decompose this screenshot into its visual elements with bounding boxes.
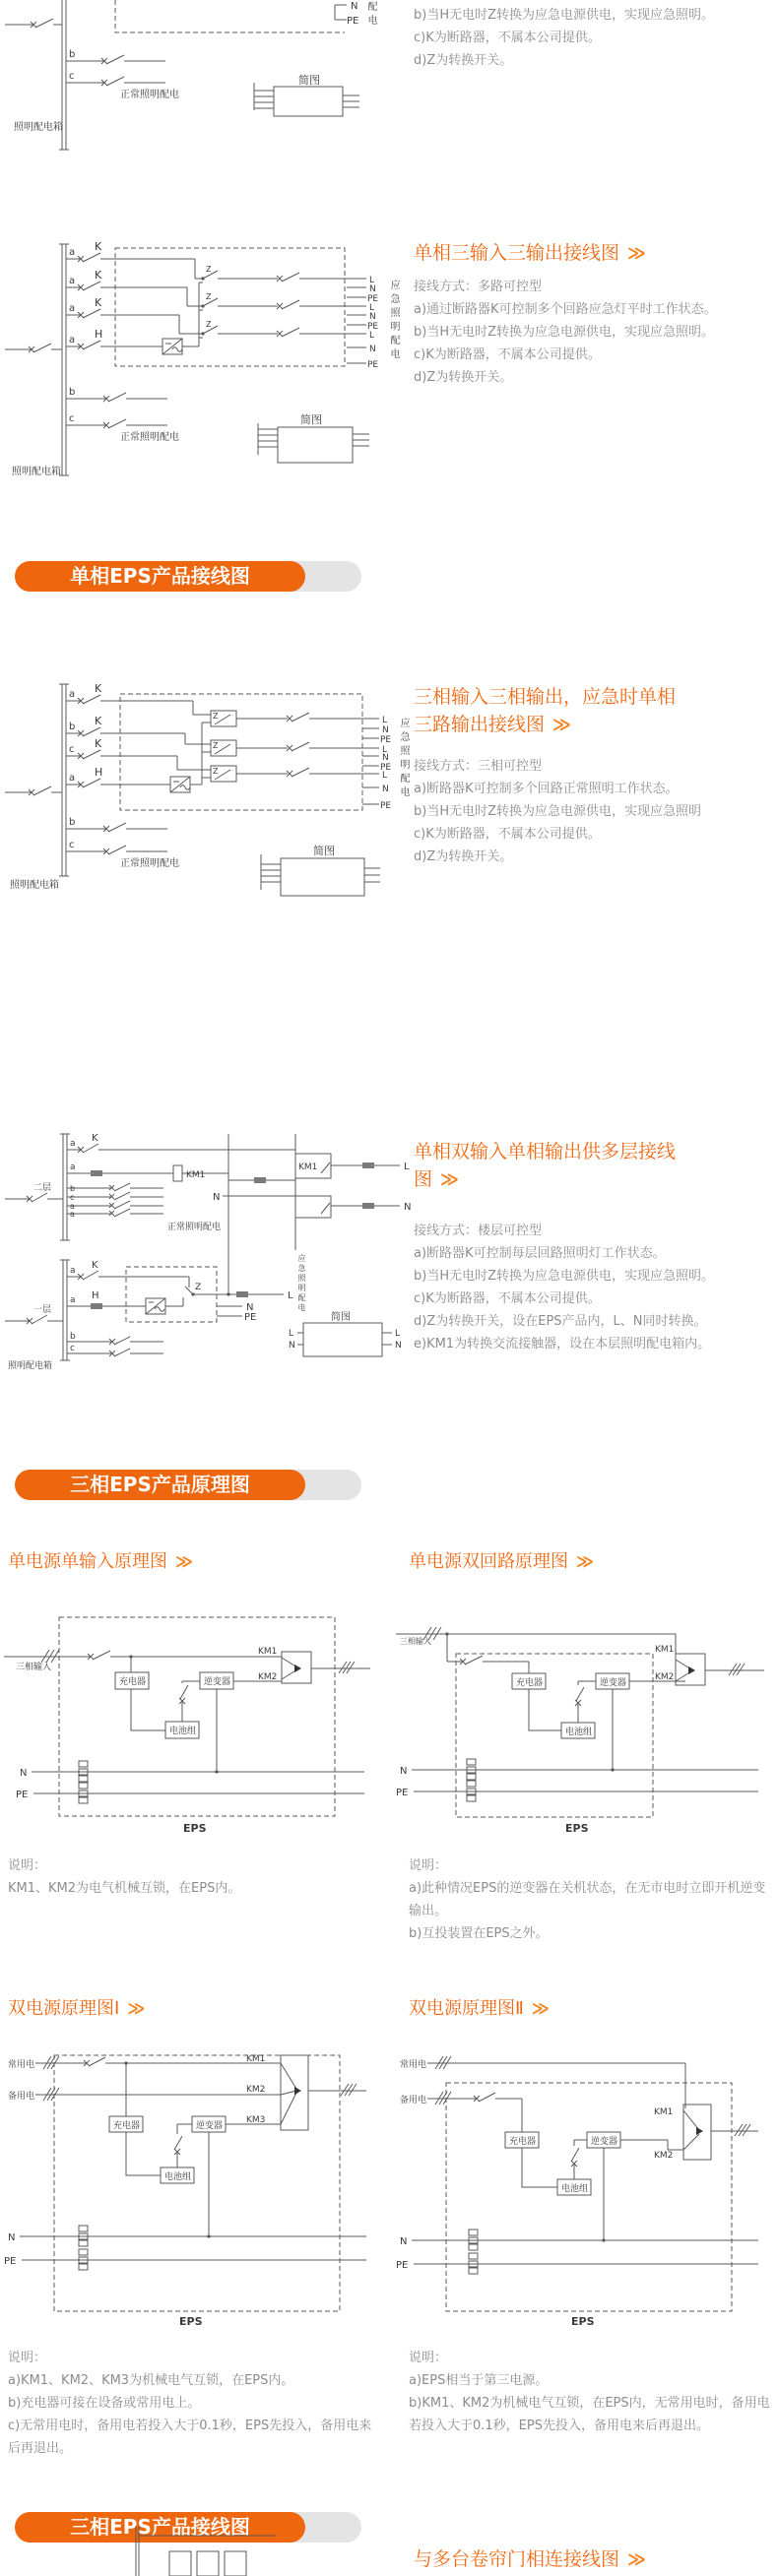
output-breakers — [277, 273, 347, 337]
backup-power-label: 备用电 — [400, 2096, 427, 2105]
transfer-label: Z — [206, 292, 212, 301]
section-multifloor — [414, 1138, 773, 1355]
breaker-label: K — [92, 1260, 98, 1271]
floor1-label: 一层 — [33, 1305, 52, 1315]
bus-bar — [59, 244, 69, 475]
tap-label: a — [70, 1266, 76, 1276]
section-3in3out — [414, 239, 773, 389]
pe-line — [414, 2253, 758, 2274]
lighting-box-label: 照明配电箱 — [12, 467, 61, 477]
tap-a1 — [66, 253, 203, 279]
principle-title[interactable]: 双电源原理图Ⅱ ≫ — [409, 1998, 550, 2019]
output-label: L — [288, 1290, 293, 1301]
breaker-label: H — [92, 1290, 99, 1301]
charger-to-battery — [126, 2132, 161, 2175]
bus-bar-floor1 — [60, 1260, 70, 1360]
chevron-right-icon: ≫ — [627, 243, 646, 264]
chevron-right-icon: ≫ — [552, 715, 571, 735]
tap-label: c — [69, 71, 75, 82]
output-label: PE — [244, 1312, 257, 1323]
output-label: N — [246, 1302, 254, 1313]
tap-label: c — [70, 1344, 75, 1353]
note-line: a)此种情况EPS的逆变器在关机状态，在无市电时立即开机逆变输出。 — [409, 1881, 766, 1918]
output-label: N — [369, 345, 376, 354]
section-title[interactable]: 单相双输入单相输出供多层接线 图 ≫ — [414, 1141, 677, 1190]
chevron-right-icon: ≫ — [576, 1552, 594, 1572]
tap-label: b — [69, 817, 76, 828]
tap-label: b — [69, 49, 76, 60]
tap-label: a — [69, 247, 76, 258]
inverter-out — [620, 2140, 683, 2150]
note-line: a)断路器K可控制多个回路正常照明工作状态。 — [414, 782, 679, 796]
tap-label: a — [70, 1139, 76, 1149]
charger-label: 充电器 — [113, 2121, 141, 2131]
output-label: PE — [367, 360, 379, 370]
output-breakers — [236, 713, 362, 777]
tap-label: a — [69, 773, 76, 784]
output-label: PE — [367, 322, 379, 332]
contactor-label: KM1 — [654, 2107, 674, 2117]
brief-io-label: L — [289, 1329, 294, 1339]
section-title[interactable]: 三相输入三相输出，应急时单相 三路输出接线图 ≫ — [414, 686, 677, 735]
note-line: d)Z为转换开关，设在EPS产品内，L、N同时转换。 — [414, 1314, 707, 1329]
output-label: PE — [367, 294, 379, 304]
output-label: N — [369, 312, 376, 322]
contactor-label: KM1 — [655, 1645, 675, 1655]
wiring-mode: 接线方式：楼层可控型 — [414, 1224, 543, 1238]
pe-label: PE — [4, 2256, 17, 2267]
transfer-label: Z — [213, 741, 219, 750]
breaker-label: K — [95, 240, 102, 253]
note-line: a)断路器K可控制每层回路照明灯工作状态。 — [414, 1246, 666, 1261]
note-line: d)Z为转换开关。 — [414, 53, 513, 68]
output-stubs — [347, 279, 366, 363]
inverter-label: 逆变器 — [204, 1677, 231, 1687]
brief-diagram-box — [297, 1323, 392, 1356]
branch-b — [66, 55, 165, 64]
branch-b — [66, 823, 167, 832]
note-line: b)当H无电时Z转换为应急电源供电，实现应急照明 — [414, 804, 702, 819]
principle-title[interactable]: 双电源原理图Ⅰ ≫ — [8, 1998, 146, 2019]
top-notes — [414, 0, 778, 72]
note-title: 说明： — [8, 1858, 47, 1873]
incoming-feeder — [5, 1315, 63, 1324]
neutral-line — [32, 1689, 364, 1782]
inverter-symbol — [146, 1297, 183, 1314]
battery-label: 电池组 — [561, 2184, 589, 2194]
note-line: c)K为断路器，不属本公司提供。 — [414, 827, 601, 842]
brief-io-label: N — [289, 1341, 295, 1351]
bus-bar — [59, 684, 69, 876]
contactor-label: KM2 — [258, 1672, 278, 1682]
tap-label: a — [70, 1162, 76, 1172]
diagram-dual-power-1 — [0, 2047, 384, 2328]
diagram-three-phase-in-out — [0, 679, 433, 911]
branch-c — [67, 1349, 163, 1356]
transfer-box — [282, 1652, 370, 1683]
transfer-box — [683, 2105, 758, 2160]
normal-lighting-label: 正常照明配电 — [120, 90, 179, 100]
eps-label: EPS — [571, 2315, 595, 2328]
breaker-label: K — [95, 715, 102, 727]
battery-label: 电池组 — [565, 1728, 593, 1737]
tap-label: c — [69, 840, 75, 850]
note-line: d)Z为转换开关。 — [414, 849, 513, 864]
tap-label: b — [69, 722, 76, 732]
diagram-principle-single-input — [0, 1587, 384, 1835]
neutral-line — [412, 2148, 758, 2250]
inverter-label: 逆变器 — [591, 2137, 618, 2147]
branch-b — [67, 1337, 163, 1345]
transfer-label: Z — [195, 1283, 202, 1292]
lighting-branches — [67, 1183, 163, 1217]
note-line: b)互投装置在EPS之外。 — [409, 1926, 549, 1941]
dist-vertical-label: 配电 — [365, 1, 376, 29]
tap-a3 — [66, 309, 203, 334]
lighting-box-label: 照明配电箱 — [14, 122, 63, 133]
note-title: 说明： — [409, 1858, 448, 1873]
transfer-label: Z — [206, 265, 212, 274]
tap-label: a — [70, 1295, 76, 1305]
chevron-right-icon: ≫ — [627, 2549, 646, 2570]
note-line: c)K为断路器，不属本公司提供。 — [414, 31, 601, 45]
neutral-line — [20, 2132, 366, 2246]
note-line: b)当H无电时Z转换为应急电源供电，实现应急照明。 — [414, 325, 715, 340]
brief-io-label: N — [395, 1341, 402, 1351]
battery-switch — [571, 2140, 587, 2179]
backup-power-label: 备用电 — [8, 2092, 35, 2102]
np-stubs — [217, 1306, 242, 1316]
tap-label: a — [69, 335, 76, 346]
wiring-mode: 接线方式：多路可控型 — [414, 280, 543, 294]
tap-label: c — [69, 744, 75, 755]
charger-label: 充电器 — [119, 1677, 147, 1687]
lighting-box-label: 照明配电箱 — [8, 1361, 53, 1371]
normal-power-line — [35, 2056, 281, 2116]
backup-power-line — [35, 2088, 281, 2101]
note-line: KM1、KM2为电气机械互锁，在EPS内。 — [8, 1881, 241, 1896]
tap-label: a — [69, 276, 76, 286]
breaker-label: H — [95, 328, 103, 341]
note-line: a)通过断路器K可控制多个回路应急灯平时工作状态。 — [414, 302, 717, 317]
output-label: L — [382, 771, 388, 781]
tap-a — [66, 695, 211, 715]
output-label: PE — [380, 735, 392, 745]
output-label: N — [351, 1, 358, 12]
diagram-principle-dual-circuit — [392, 1587, 776, 1835]
neutral-label: N — [400, 2236, 408, 2247]
charger-to-battery — [522, 2148, 557, 2187]
tap-a2 — [67, 1303, 146, 1309]
inverter-label: 逆变器 — [196, 2121, 224, 2131]
normal-power-label: 常用电 — [400, 2060, 427, 2070]
diagram-dual-power-2 — [392, 2047, 776, 2328]
principle-title[interactable]: 单电源双回路原理图 ≫ — [409, 1551, 594, 1572]
branch-c — [66, 846, 167, 854]
principle-notes — [409, 1854, 773, 1945]
wiring-mode: 接线方式：三相可控型 — [414, 759, 543, 774]
contactor-label: KM1 — [298, 1162, 318, 1172]
brief-diagram-box — [254, 83, 359, 116]
charger-label: 充电器 — [516, 1678, 544, 1688]
contactor-label: KM2 — [246, 2085, 266, 2095]
contactor-label: KM1 — [186, 1170, 206, 1180]
transfer-label: Z — [213, 712, 219, 721]
eps-label: EPS — [565, 1822, 589, 1835]
section-3phase — [414, 683, 773, 868]
principle-notes — [8, 2347, 382, 2460]
brief-diagram-box — [258, 423, 369, 463]
km1-contact-N — [223, 1196, 400, 1218]
contactor-label: KM1 — [258, 1647, 278, 1657]
note-line: b)当H无电时Z转换为应急电源供电，实现应急照明。 — [414, 8, 715, 23]
note-title: 说明： — [409, 2351, 448, 2365]
eps-label: EPS — [179, 2315, 203, 2328]
brief-label: 简图 — [331, 1312, 351, 1323]
charger-to-battery — [131, 1689, 165, 1730]
incoming-feeder — [5, 344, 62, 352]
note-line: b)充电器可接在设备或常用电上。 — [8, 2396, 201, 2411]
normal-lighting-label: 正常照明配电 — [167, 1223, 222, 1232]
note-line: b)当H无电时Z转换为应急电源供电，实现应急照明。 — [414, 1269, 715, 1284]
chevron-right-icon: ≫ — [531, 1999, 550, 2019]
note-line: e)KM1为转换交流接触器，设在本层照明配电箱内。 — [414, 1337, 711, 1351]
battery-label: 电池组 — [169, 1727, 197, 1736]
input-line — [396, 1627, 676, 1662]
transfer-label: Z — [213, 767, 219, 776]
incoming-feeder — [5, 1193, 63, 1202]
emergency-dist-vertical-label: 应急照明配电 — [297, 1254, 306, 1313]
tap-a1 — [67, 1144, 295, 1153]
note-line: d)Z为转换开关。 — [414, 370, 513, 385]
incoming-feeder — [5, 19, 62, 28]
tap-label: a — [69, 689, 76, 700]
diagram-single-phase-3in-3out — [0, 239, 433, 485]
risers — [228, 1134, 295, 1294]
output-label: N — [382, 725, 389, 735]
tap-label: b — [69, 387, 76, 398]
output-label: L — [369, 331, 375, 341]
note-line: c)K为断路器，不属本公司提供。 — [414, 347, 601, 362]
battery-switch — [174, 2124, 192, 2168]
backup-power-line — [427, 2092, 522, 2132]
inverter-symbol — [162, 283, 203, 354]
chevron-right-icon: ≫ — [127, 1999, 146, 2019]
note-line: c)K为断路器，不属本公司提供。 — [414, 1291, 601, 1306]
tap-label: b — [70, 1332, 76, 1342]
tap-a2 — [66, 779, 170, 787]
output-label: L — [382, 716, 388, 725]
branch-c — [66, 419, 167, 428]
section-banner: 三相EPS产品接线图 — [15, 2512, 305, 2543]
neutral-label: N — [8, 2232, 16, 2243]
brief-label: 简图 — [313, 845, 335, 857]
section-title[interactable]: 单相三输入三输出接线图 ≫ — [414, 242, 646, 264]
branch-b — [66, 393, 167, 402]
tap-a1 — [67, 1271, 189, 1288]
battery-switch — [575, 1681, 596, 1723]
normal-lighting-label: 正常照明配电 — [120, 432, 179, 443]
note-title: 说明： — [8, 2351, 47, 2365]
lighting-box-label: 照明配电箱 — [10, 880, 59, 891]
output-label: L — [369, 303, 375, 313]
tap-label: a — [69, 303, 76, 314]
output-label: L — [404, 1162, 410, 1172]
brief-diagram-box — [261, 854, 380, 896]
contactor-label: KM1 — [246, 2054, 266, 2064]
neutral-label: N — [20, 1768, 28, 1779]
output-label: L — [382, 745, 388, 755]
principle-notes — [8, 1854, 382, 1900]
breaker-label: K — [95, 682, 102, 695]
output-label: PE — [380, 801, 392, 811]
section-banner: 三相EPS产品原理图 — [15, 1470, 305, 1500]
note-line: a)KM1、KM2、KM3为机械电气互锁，在EPS内。 — [8, 2373, 294, 2388]
battery-switch — [179, 1681, 200, 1722]
note-line: b)KM1、KM2为机械电气互锁，在EPS内，无常用电时，备用电若投入大于0.1秒，EPS先投入，备用电来后再退出。 — [409, 2396, 770, 2433]
output-label: L — [369, 276, 375, 285]
charger-label: 充电器 — [509, 2137, 537, 2147]
transfer-box — [281, 2055, 366, 2130]
tap-label: c — [69, 413, 75, 424]
principle-notes — [409, 2347, 773, 2437]
brief-label: 简图 — [298, 74, 320, 87]
output-label: N — [382, 785, 389, 794]
inverter-label: 逆变器 — [600, 1678, 627, 1688]
emergency-dist-vertical-label: 应急照明配电 — [388, 280, 399, 362]
principle-title[interactable]: 单电源单输入原理图 ≫ — [8, 1551, 193, 1572]
output-label: PE — [380, 763, 392, 773]
battery-label: 电池组 — [164, 2172, 192, 2182]
brief-io-label: L — [395, 1329, 401, 1339]
pe-label: PE — [396, 1788, 409, 1798]
tap-label: b — [70, 1184, 76, 1193]
pe-label: PE — [16, 1790, 29, 1800]
neutral-label: N — [213, 1192, 221, 1203]
chevron-right-icon: ≫ — [440, 1169, 459, 1190]
transfer-label: Z — [206, 320, 212, 329]
pe-label: PE — [396, 2260, 409, 2271]
charger-to-battery — [529, 1689, 561, 1730]
output-label: PE — [347, 16, 359, 27]
tap-c — [66, 750, 211, 770]
output-label: N — [382, 753, 389, 763]
input-label: 三相输入 — [16, 1663, 52, 1672]
breaker-label: K — [95, 737, 102, 750]
output-label: N — [404, 1202, 412, 1213]
diagram-multi-floor — [0, 1112, 433, 1370]
section-title[interactable]: 与多台卷帘门相连接线图 ≫ — [414, 2548, 646, 2570]
tap-a2 — [66, 282, 203, 306]
breaker-label: K — [92, 1133, 98, 1144]
breaker-label: K — [95, 296, 102, 309]
floor2-label: 二层 — [33, 1183, 52, 1193]
output-label: N — [369, 284, 376, 294]
tap-b — [66, 727, 211, 744]
transfer-switches — [201, 271, 278, 336]
pe-line — [414, 1781, 758, 1801]
tap-label: a — [70, 1202, 75, 1211]
neutral-label: N — [400, 1766, 408, 1777]
eps-dashed-box — [115, 0, 347, 32]
fuse-link — [228, 1177, 295, 1183]
breaker-label: K — [95, 269, 102, 282]
brief-label: 简图 — [300, 413, 322, 426]
note-line: c)无常用电时，备用电若投入大于0.1秒，EPS先投入，备用电来后再退出。 — [8, 2419, 372, 2456]
section-banner: 单相EPS产品接线图 — [15, 561, 305, 592]
branch-c — [66, 77, 165, 86]
transfer-box — [676, 1654, 764, 1685]
note-line: a)EPS相当于第三电源。 — [409, 2373, 549, 2388]
eps-label: EPS — [183, 1822, 207, 1835]
tap-label: a — [70, 1210, 75, 1219]
pe-line — [33, 1783, 364, 1803]
normal-power-label: 常用电 — [8, 2060, 35, 2070]
chevron-right-icon: ≫ — [175, 1552, 193, 1572]
output-stubs — [362, 719, 379, 804]
contactor-label: KM3 — [246, 2115, 266, 2125]
emergency-dist-vertical-label: 应急照明配电 — [398, 718, 409, 800]
inner-breaker — [447, 1656, 529, 1673]
incoming-feeder — [5, 786, 62, 795]
tap-a4 — [66, 341, 162, 349]
diagram-bottom-partial — [118, 2526, 414, 2576]
contactor-label: KM2 — [655, 1672, 675, 1682]
pe-line — [22, 2249, 366, 2270]
contactor-label: KM2 — [654, 2151, 674, 2161]
input-label: 三相输入 — [400, 1637, 431, 1646]
normal-lighting-label: 正常照明配电 — [120, 858, 179, 869]
tap-label: c — [70, 1193, 75, 1202]
breaker-label: H — [95, 766, 103, 779]
